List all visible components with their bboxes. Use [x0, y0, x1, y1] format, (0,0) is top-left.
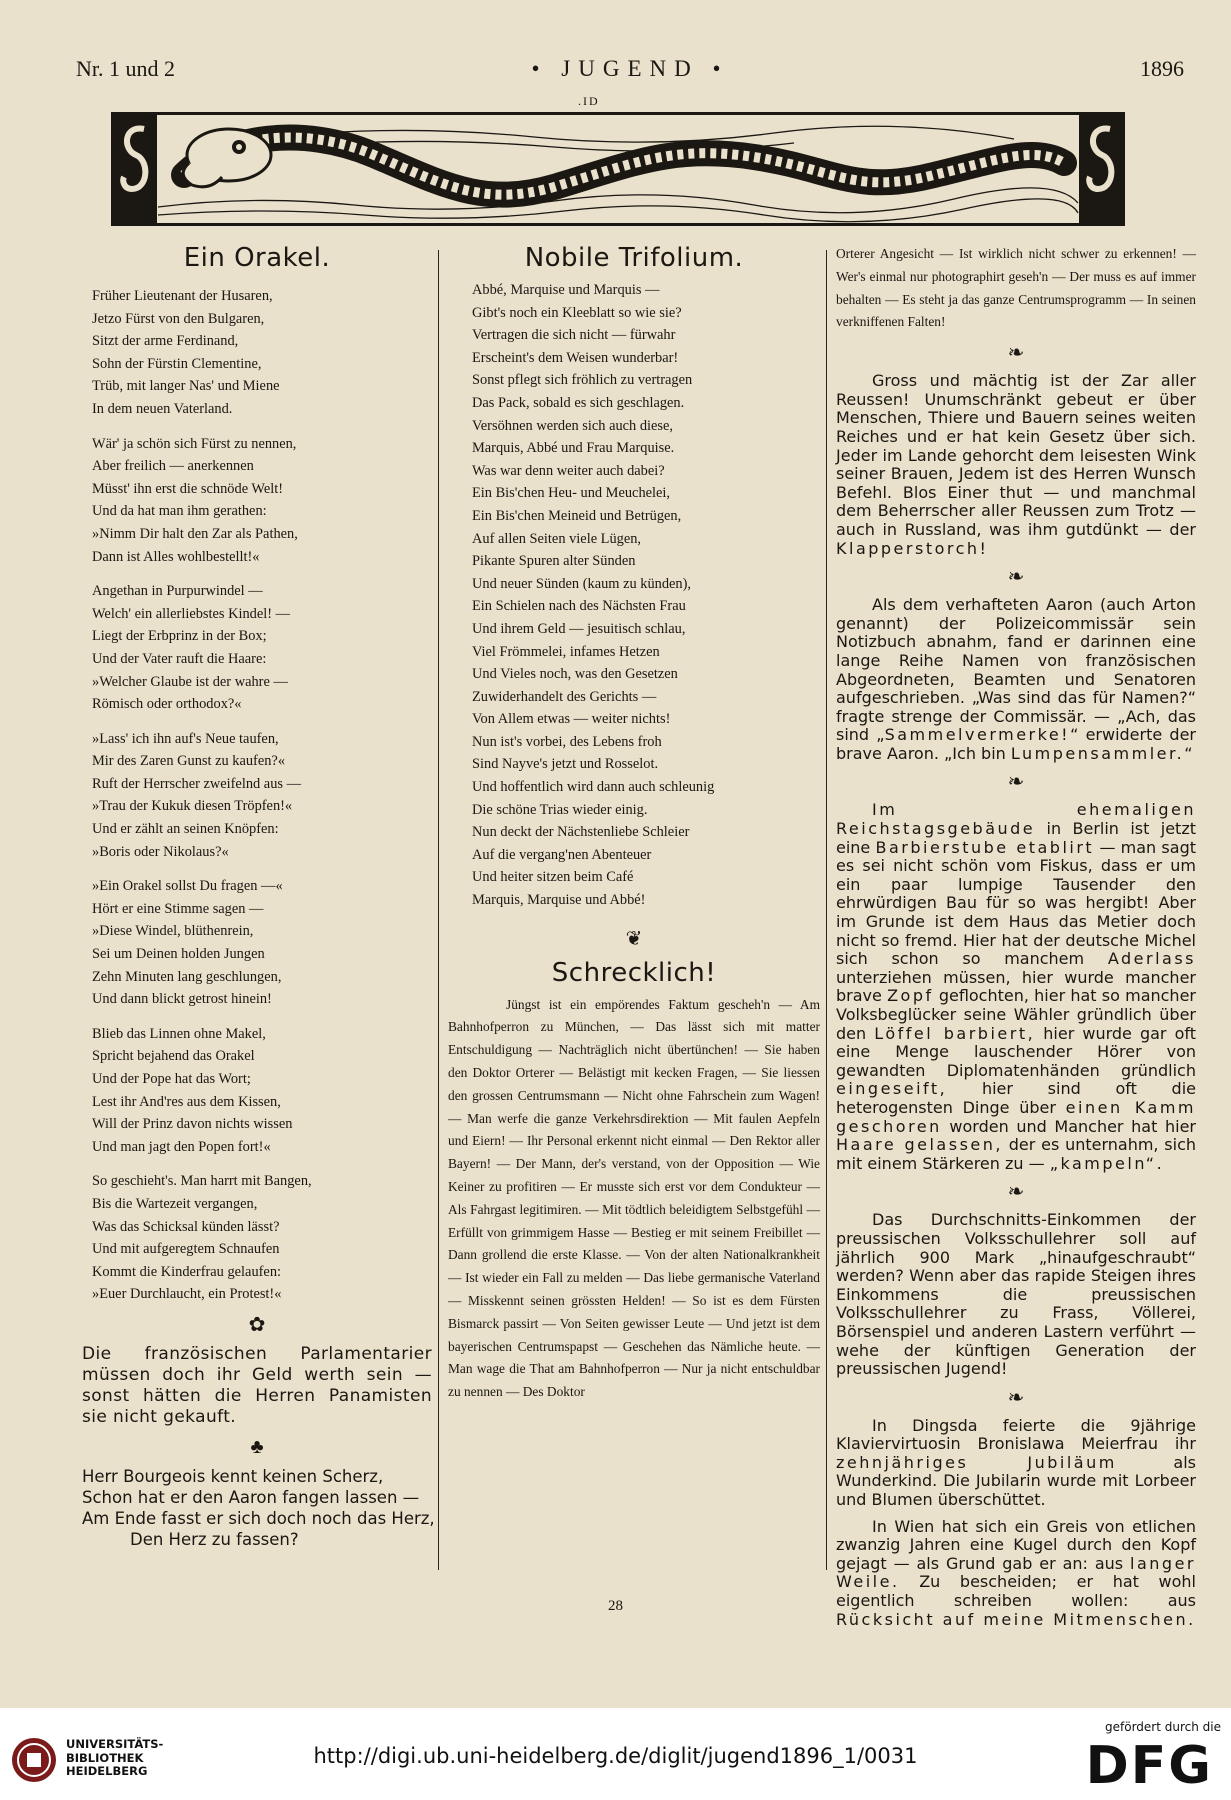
verse-line: Welch' ein allerliebstes Kindel! —	[92, 605, 291, 622]
verse-line: Marquis, Marquise und Abbé!	[472, 892, 646, 909]
verse-line: Sonst pflegt sich fröhlich zu vertragen	[472, 372, 693, 389]
verse-line: Ruft der Herrscher zweifelnd aus —	[92, 775, 301, 792]
permalink-url[interactable]: http://digi.ub.uni-heidelberg.de/diglit/jugend1896_1/0031	[313, 1744, 918, 1768]
article-title: Schrecklich!	[551, 957, 717, 988]
issue-number: Nr. 1 und 2	[76, 56, 175, 81]
verse-line: Kommt die Kinderfrau gelaufen:	[92, 1263, 282, 1280]
verse-line: »Trau der Kukuk diesen Tröpfen!«	[92, 798, 293, 815]
verse-line: Blieb das Linnen ohne Makel,	[92, 1025, 266, 1042]
magazine-title: • JUGEND •	[531, 56, 729, 81]
verse-line: Ein Schielen nach des Nächsten Frau	[472, 598, 686, 615]
stanza	[92, 433, 432, 569]
verse-line: Wär' ja schön sich Fürst zu nennen,	[92, 435, 297, 452]
verse-line: Mir des Zaren Gunst zu kaufen?«	[92, 753, 286, 770]
article-reichstag: Im ehemaligen Reichstagsgebäude in Berlin ist jetzt eine Barbierstube etablirt — man sagt es sei nicht schön vom Fiskus, dass er um ein paar lumpige Tausender den ehrwürdigen Bau für so was hergibt! Aber im Grunde ist dem Haus das Metier doch nicht so fremd. Hier hat der deutsche Michel sich schon so manchem Aderlass unterziehen müssen, hier wurde mancher brave Zopf geflochten, hier hat so mancher Volksbeglücker seine Wähler gründlich über den Löffel barbiert, hier wurde gar oft eine Menge lauschender Hörer von gewandten Diplomatenhänden gründlich eingeseift, hier sind oft die heterogensten Dinge über einen Kamm geschoren worden und Mancher hat hier Haare gelassen, der es unternahm, sich mit einem Stärkeren zu — „kampeln“.	[836, 800, 1197, 1173]
verse-line: Ein Bis'chen Meineid und Betrügen,	[472, 507, 682, 524]
stanza	[92, 875, 432, 1011]
article-aaron: Als dem verhafteten Aaron (auch Arton genannt) der Polizeicommissär sein Notizbuch abnahm, fand er darinnen eine lange Reihe Namen von französischen Abgeordneten, Beamten und Senatoren aufgeschrieben. „Was sind das für Namen?“ fragte strenge der Commissär. — „Ach, das sind „Sammelvermerke!“ erwiderte der brave Aaron. „Ich bin Lumpensammler.“	[836, 595, 1197, 763]
verse-line: Hört er eine Stimme sagen —	[92, 900, 264, 917]
verse-line: Die schöne Trias wieder einig.	[472, 801, 648, 818]
stanza	[92, 285, 432, 421]
verse-line: Und hoffentlich wird dann auch schleunig	[472, 779, 715, 796]
verse-line: Vertragen die sich nicht — fürwahr	[472, 327, 676, 344]
ornament-icon: ❧	[1007, 771, 1025, 794]
verse-line: Abbé, Marquise und Marquis —	[472, 282, 660, 298]
serpent-banner-illustration	[111, 112, 1125, 226]
verse-line: Dann ist Alles wohlbestellt!«	[92, 548, 260, 565]
verse-line: »Welcher Glaube ist der wahre —	[92, 673, 288, 690]
article-schrecklich: Jüngst ist ein empörendes Faktum gescheh'n — Am Bahnhofperron zu München, — Das lässt sich mit matter Entschuldigung — Nachträglich nicht übertünchen! — Sie haben den Doktor Orterer — Belästigt mit kecken Fragen, — Sie liessen den grossen Centrumsmann — Nicht ohne Fahrschein zum Wagen! — Man werfe die ganze Verkehrsdirektion — Mit faulen Aepfeln und Eiern! — Ihr Personal erkennt nicht einmal — Den Rektor aller Bayern! — Der Mann, der's verstand, von der Opposition — Wie Keiner zu profitiren — Er musste sich erst vor dem Condukteur — Als Fahrgast legitimiren. — Mit tödtlich beleidigtem Selbstgefühl — Erfüllt von grimmigem Hasse — Bestieg er mit seinem Freibillet — Dann grollend die erste Klasse. — Von der alten Nationalkrankheit — Ist wieder ein Fall zu melden — Das liebe germanische Vaterland — Misskennt seinen grössten Helden! — So ist es dem Fürsten Bismarck passirt — Von Seiten gewisser Leute — Und jetzt ist dem bayerischen Centrumspapst — Geschehen das Nämliche heute. — Man wage die That am Bahnhofperron — Nur ja nicht entschuldbar zu nennen — Des Doktor	[448, 996, 820, 1400]
running-header	[70, 56, 1190, 86]
verse-line: Sei um Deinen holden Jungen	[92, 946, 265, 963]
stanza	[92, 580, 432, 716]
verse-line: Angethan in Purpurwindel —	[92, 583, 263, 600]
verse-line: Zuwiderhandelt des Gerichts —	[472, 688, 657, 705]
ornament-icon: ❧	[1007, 342, 1025, 365]
verse-line: Ein Bis'chen Heu- und Meuchelei,	[472, 485, 671, 502]
verse-line: Liegt der Erbprinz in der Box;	[92, 628, 267, 645]
monogram: .ID	[578, 94, 600, 108]
verse-line: Sitzt der arme Ferdinand,	[92, 333, 239, 350]
dfg-logo: DFG	[1085, 1736, 1213, 1796]
poem-title: Ein Orakel.	[183, 243, 331, 273]
verse-line: Am Ende fasst er sich doch noch das Herz,	[82, 1508, 435, 1528]
verse-line: »Lass' ich ihn auf's Neue taufen,	[92, 730, 279, 747]
verse-line: Lest ihr And'res aus dem Kissen,	[92, 1093, 281, 1110]
poem-title: Nobile Trifolium.	[524, 243, 744, 273]
column-middle	[448, 243, 820, 1406]
verse-line: Auf allen Seiten viele Lügen,	[472, 530, 642, 547]
verse-line: Von Allem etwas — weiter nichts!	[472, 711, 671, 728]
verse-line: Spricht bejahend das Orakel	[92, 1048, 255, 1065]
stanza	[92, 1170, 432, 1306]
verse-line: Und da hat man ihm gerathen:	[92, 503, 267, 520]
verse-line: Will der Prinz davon nichts wissen	[92, 1116, 293, 1133]
verse-line: »Boris oder Nikolaus?«	[92, 843, 229, 860]
verse-line: Und mit aufgeregtem Schnaufen	[92, 1241, 280, 1258]
ornament-icon: ❧	[1007, 566, 1025, 589]
verse-line: Auf die vergang'nen Abenteuer	[472, 846, 652, 863]
verse-line: Was war denn weiter auch dabei?	[472, 462, 665, 479]
stanza	[92, 1023, 432, 1159]
verse-line: Müsst' ihn erst die schnöde Welt!	[92, 480, 284, 497]
poem-nobile-trifolium	[448, 279, 820, 912]
article-dingsda: In Dingsda feierte die 9jährige Klaviervirtuosin Bronislawa Meierfrau ihr zehnjähriges Jubiläum als Wunderkind. Die Jubilarin wurde mit Lorbeer und Blumen überschüttet.	[836, 1415, 1196, 1510]
verse-line: So geschieht's. Man harrt mit Bangen,	[92, 1173, 312, 1190]
verse-line: Und dann blickt getrost hinein!	[92, 991, 272, 1008]
year: 1896	[1140, 56, 1184, 81]
verse-line: Gibt's noch ein Kleeblatt so wie sie?	[472, 304, 682, 321]
verse-line: Trüb, mit langer Nas' und Miene	[92, 378, 280, 395]
verse-line: Und neuer Sünden (kaum zu künden),	[472, 575, 692, 592]
verse-line: Jetzo Fürst von den Bulgaren,	[92, 310, 265, 327]
article-zar: Gross und mächtig ist der Zar aller Reussen! Unumschränkt gebeut er über Menschen, Thiere und Bauern seines weiten Reiches und er hat kein Gesetz über sich. Jeder im Lande gehorcht dem leisesten Wink seiner Brauen, Jedem ist des Herren Wunsch Befehl. Blos Einer thut — und manchmal dem Beherrscher aller Reussen zum Trotz — auch in Russland, was ihm gutdünkt — der Klapperstorch!	[836, 371, 1196, 558]
verse-line: »Euer Durchlaucht, ein Protest!«	[92, 1286, 282, 1303]
verse-line: Und ihrem Geld — jesuitisch schlau,	[472, 620, 686, 637]
verse-line: Nun ist's vorbei, des Lebens froh	[472, 733, 662, 750]
poem-ein-orakel	[82, 285, 432, 1306]
column-right	[836, 243, 1196, 1631]
verse-line: Und der Vater rauft die Haare:	[92, 650, 267, 667]
verse-line: Und man jagt den Popen fort!«	[92, 1138, 271, 1155]
verse-line: Das Pack, sobald es sich geschlagen.	[472, 394, 685, 411]
flower-ornament-icon: ✿	[248, 1313, 266, 1336]
verse-line: Herr Bourgeois kennt keinen Scherz,	[82, 1466, 384, 1486]
verse-line: Viel Frömmelei, infames Hetzen	[472, 643, 660, 660]
verse-line: Und heiter sitzen beim Café	[472, 869, 634, 886]
verse-line: Römisch oder orthodox?«	[92, 696, 242, 713]
verse-line: Und der Pope hat das Wort;	[92, 1071, 251, 1087]
verse-line: Versöhnen werden sich auch diese,	[472, 417, 673, 434]
stanza	[92, 728, 432, 864]
leaf-ornament-icon: ❦	[625, 927, 643, 950]
funding-note: gefördert durch die	[1105, 1720, 1221, 1734]
verse-line: Nun deckt der Nächstenliebe Schleier	[472, 824, 690, 841]
column-rule	[438, 250, 439, 1570]
article-wien: In Wien hat sich ein Greis von etlichen zwanzig Jahren eine Kugel durch den Kopf gejagt — als Grund gab er an: aus langer Weile. Zu bescheiden; er hat wohl eigentlich schreiben wollen: aus Rücksicht auf meine Mitmenschen.	[836, 1516, 1197, 1629]
verse-line: Bis die Wartezeit vergangen,	[92, 1195, 258, 1212]
verse-line: Den Herz zu fassen?	[130, 1529, 299, 1549]
verse-line: Zehn Minuten lang geschlungen,	[92, 968, 282, 985]
verse-bourgeois	[82, 1466, 435, 1550]
verse-line: In dem neuen Vaterland.	[92, 400, 233, 417]
verse-line: Früher Lieutenant der Husaren,	[92, 288, 273, 304]
verse-line: Erscheint's dem Weisen wunderbar!	[472, 349, 679, 366]
article-parlamentarier: Die französischen Parlamentarier müssen doch ihr Geld werth sein — sonst hätten die Herren Panamisten sie nicht gekauft.	[82, 1343, 432, 1427]
verse-line: Sind Nayve's jetzt und Rosselot.	[472, 756, 659, 773]
verse-line: Sohn der Fürstin Clementine,	[92, 355, 262, 372]
verse-line: Pikante Spuren alter Sünden	[472, 553, 636, 570]
article-schrecklich-continued: Orterer Angesicht — Ist wirklich nicht schwer zu erkennen! — Wer's einmal nur photographirt geseh'n — Der muss es auf immer behalten — Es steht ja das ganze Centrumsprogramm — In seinen verkniffenen Falten!	[836, 246, 1196, 330]
column-left	[82, 243, 435, 1550]
page-number: 28	[608, 1598, 623, 1614]
column-rule	[826, 250, 827, 1570]
club-ornament-icon: ♣	[250, 1435, 264, 1458]
verse-line: Schon hat er den Aaron fangen lassen —	[82, 1487, 420, 1507]
verse-line: Und Vieles noch, was den Gesetzen	[472, 666, 678, 683]
library-footer	[0, 1708, 1231, 1800]
verse-line: Und er zählt an seinen Knöpfen:	[92, 821, 279, 838]
verse-line: »Nimm Dir halt den Zar als Pathen,	[92, 525, 298, 542]
article-volksschullehrer: Das Durchschnitts-Einkommen der preussischen Volksschullehrer soll auf jährlich 900 Mark „hinaufgeschraubt“ werden? Wenn aber das rapide Steigen ihres Einkommens die preussischen Volksschullehrer zu Frass, Völlerei, Börsenspiel und anderen Lastern verführt — wehe der künftigen Generation der preussischen Jugend!	[836, 1210, 1196, 1379]
verse-line: Was das Schicksal künden lässt?	[92, 1218, 280, 1235]
library-name: UNIVERSITÄTS- BIBLIOTHEK HEIDELBERG	[66, 1737, 164, 1778]
verse-line: »Ein Orakel sollst Du fragen —«	[92, 878, 283, 895]
verse-line: »Diese Windel, blüthenrein,	[92, 923, 254, 940]
ornament-icon: ❧	[1007, 1386, 1025, 1409]
verse-line: Aber freilich — anerkennen	[92, 458, 254, 475]
verse-line: Marquis, Abbé und Frau Marquise.	[472, 440, 675, 457]
ornament-icon: ❧	[1007, 1181, 1025, 1204]
